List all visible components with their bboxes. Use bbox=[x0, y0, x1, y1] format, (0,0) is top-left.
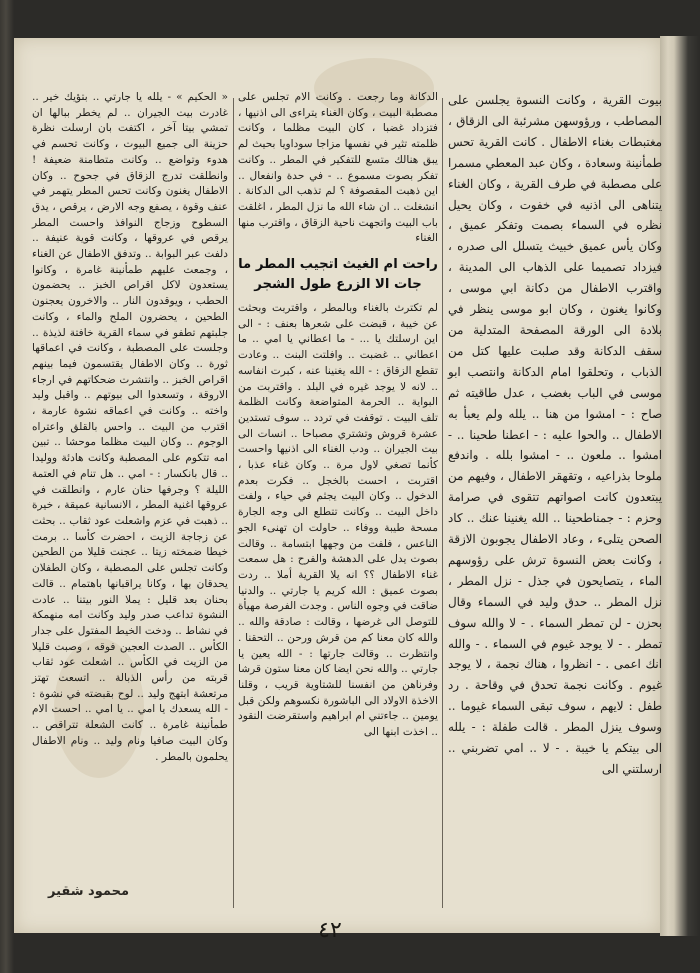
column-text: لم تكترث بالغناء وبالمطر ، واقتربت وبحثت عن خيبة ، قبضت على شعرها بعنف : - الى اين ارسلتك يا ... - ما اعطاني يا امي .. ما اعطاني .. غضبت .. وافلتت البنت .. وعادت تقطع الزقاق : - الله يغنينا عنه ، كبرت انفاسه .. لانه لا يوجد غيره في البلد . واقتربت من البواية .. الحرمة المتواضعة وكانت الظلمة تلف البيت . توقفت في تردد .. سوف تستدين عشرة قروش وتشتري مصباحا .. انسات الى بيت الجيران .. ودب الغناء الى اذنيها واحست كأنما تصغي لاول مرة .. وكان غناء عذبا ، اقتربت ، احست بالخجل .. فكرت بعدم الدخول .. وكان البيت يجثم في حياء ، ولفت داخل البيت .. وكانت تتطلع الى وجه الجارة مسحة طيبة ووفاء .. حاولت ان تهنىء الجو الناعس ، فلفت من وجهها ابتسامة .. وقالت بصوت يدل على الدهشة والفرح : هل سمعت غناء الاطفال ؟؟ انه يلا القرية أملا .. ردت بصوت عميق : الله كريم يا جارتي .. والدنيا ضاقت في وجوه الناس . وجدت الفرصة مهيأة للتوصل الى غرضها ، وقالت : صادقة والله .. والله كان معنا كم من قرش ورحن .. التحقنا . وانتظرت .. وقالت جارتها : - الله يعين يا جارتي .. والله نحن ايضا كان معنا ستون قرشا وفرناهن من انفسنا للشتاوية قريب ، وقلنا الاخذة الاولاد الى الباشورة نكسوهم ولكن قبل يومين .. جاءتني ام ابراهيم واستقرضت النقود .. اخذت ابنها الى bbox=[238, 302, 438, 739]
magazine-page bbox=[14, 38, 662, 943]
story-column-middle bbox=[238, 90, 438, 741]
story-column-left bbox=[32, 90, 228, 765]
column-divider bbox=[442, 98, 443, 908]
column-text: « الحكيم » - يلله يا جارتي .. بتؤيك خير .. غادرت بيت الجيران .. لم يخطر ببالها ان تمشي بيتا آخر ، اكتفت بان ارسلت نظرة حزينة الى جميع البيوت ، وكانت تحسم في هدوء وتواضع .. وكانت متطامنة ضعيفة ! وانطلقت تدرج الزقاق في جحوح .. وكان الاطفال يغنون وكانت تحس المطر يتهمر في عنف وقوة ، يصفع وجه الارض ، يرقص ، يدق السطوح وزجاج النوافذ واحست المطر يرقص في عروقها ، وكانت قوية عنيفة .. دلفت عبر البوابة .. وتدفق الاطفال عن الغناء ، وجمعت عليهم طمأنينة غامرة ، وكانوا يستعدون لاكل اقراص الخبز .. يحضمون الحطب ، ويوقدون النار .. والاخرون يعجنون الطحين ، يحضرون الملح والماء ، وكانت جلبتهم تطفو في سماء القرية خافتة لذيذة .. وجلست على المصطبة ، وكانت في اعماقها ثورة .. وكان الاطفال يقتسمون فيما بينهم اقراص الخبز .. وانتشرت ضحكاتهم في ارجاء الاروقة ، وتسعدوا الى بيوتهم .. واقبل وليد واخته .. وكانت في اعماقه نشوة عارمة ، اقترب من البيت .. واحس بالقلق واعتراه الوجوم .. وكان البيت مظلما موحشا .. تبين امه تتكوم على المصطبة وكانت هادئة ووليدا .. قال بانكسار : - امي .. هل تنام في العتمة الليلة ؟ وجرفها حنان عارم ، وانطلقت في عروقها اغنية المطر ، الانسانية عميقة ، خيرة .. ذهبت في عزم واشعلت عود ثقاب .. بحثت عن زجاجة الزيت ، احضرت كأسا .. برمت خيطا ضمخته زيتا .. عجنت قليلا من الطحين وكانت تجلس على المصطبة ، وكان الطفلان يحدقان بها ، وكانا يراقبانها باهتمام .. قالت بحنان بعد قليل : يملا النور بيتنا .. عادت النشوة تداعب صدر وليد وكانت امه منهمكة في نشاط .. ودخت الخيط المفتول على جدار الكأس .. الصدت العجين فوقه ، وصبت قليلا من الزيت في الكأس .. اشعلت عود ثقاب قربته من رأس الذبالة .. اتسعت تهتز مرتعشة ابتهج وليد .. لوح بقبضته في نشوة : - الله يسعدك يا امي .. يا امي .. احست الام طمأنينة غامرة .. كانت الشعلة تتراقص .. وكان البيت صافيا ونام وليد .. ونام الاطفال يحلمون بالمطر . bbox=[32, 91, 228, 763]
column-divider bbox=[233, 98, 234, 908]
song-headline: راحت ام الغيث اتجيب المطر ما جات الا الزرع طول الشجر bbox=[238, 257, 438, 293]
column-text: بيوت القرية ، وكانت النسوة يجلسن على المصاطب ، ورؤوسهن مشرئبة الى الزقاق ، مغتبطات بغناء الاطفال . كانت القرية تحس طمأنينة وسعادة ، وكان عبد المعطي مسمرا على مصطبة في طرف القرية ، وكان الغناء يتناهى الى اذنيه في خفوت ، وكان يحيل نظره في السماء بصمت وتفكر عميق ، وكان يأس عميق خبيث يتسلل الى صدره ، فيزداد تصميما على الذهاب الى المدينة ، واقترب الاطفال من دكانة ابي موسى ، وكانوا يغنون ، وكان ابو موسى ينظر في بلادة الى الورقة المصفحة المتدلية من سقف الدكانة وقد صلبت عليها كتل من الذباب ، وتحلقوا امام الدكانة وانتصب ابو موسى في الباب بغضب ، عدل طاقيته ثم صاح : - امشوا من هنا .. يلله ولم يعبأ به الاطفال .. والحوا عليه : - اعطنا طحينا .. - امشوا .. ملعون .. - امشوا بلله . واندفع ملوحا بذراعيه ، وتقهقر الاطفال ، وفيهم من يبتعدون كانت اصواتهم تتقوى في صرامة وحزم : - جمناطحينا .. الله يغنينا عنك .. كاد الصحن يتلىء ، وعاد الاطفال يجوبون الازقة ، وكانت بعض النسوة ترش على رؤوسهم الماء ، يتصايحون في جذل - نزل المطر ، نزل المطر .. حدق وليد في السماء وقال بحزن - لن تمطر السماء . - لا والله سوف تمطر . - لا يوجد غيوم في السماء . - والله انك اعمى . - انظروا ، هناك نجمة ، لا يوجد غيوم . وكانت نجمة تحدق في وقاحة . رد طفل : لايهم ، سوف تبقى السماء غيوما .. وسوف ينزل المطر . قالت طفلة : - يلله الى بيتكم يا خيبة . - لا .. امي تضربني .. ارسلتني الى bbox=[448, 93, 662, 776]
column-text: الدكانة وما رجعت . وكانت الام تجلس على مصطبة البيت ، وكان الغناء يتراءى الى اذنيها ، فتزداد غضبا ، كان البيت مظلما ، وكانت ظلمته تثير في نفسها مزاجا سوداويا بحيث لم يبق هنالك متسع للتفكير في المطر .. وكانت تفكر بصوت مسموع .. - في حدة وانفعال .. اين ذهبت المقصوفة ؟ لم تذهب الى الدكانة . انشغلت .. ان شاء الله ما نزل المطر ، اغلقت باب البيت واتجهت ناحية الزقاق ، واقترب منها الغناء bbox=[238, 91, 438, 245]
story-column-right bbox=[448, 90, 662, 780]
page-number: ٤٢ bbox=[318, 918, 342, 943]
next-pages-edge bbox=[660, 36, 700, 936]
author-signature: محمود شقير bbox=[48, 884, 130, 899]
